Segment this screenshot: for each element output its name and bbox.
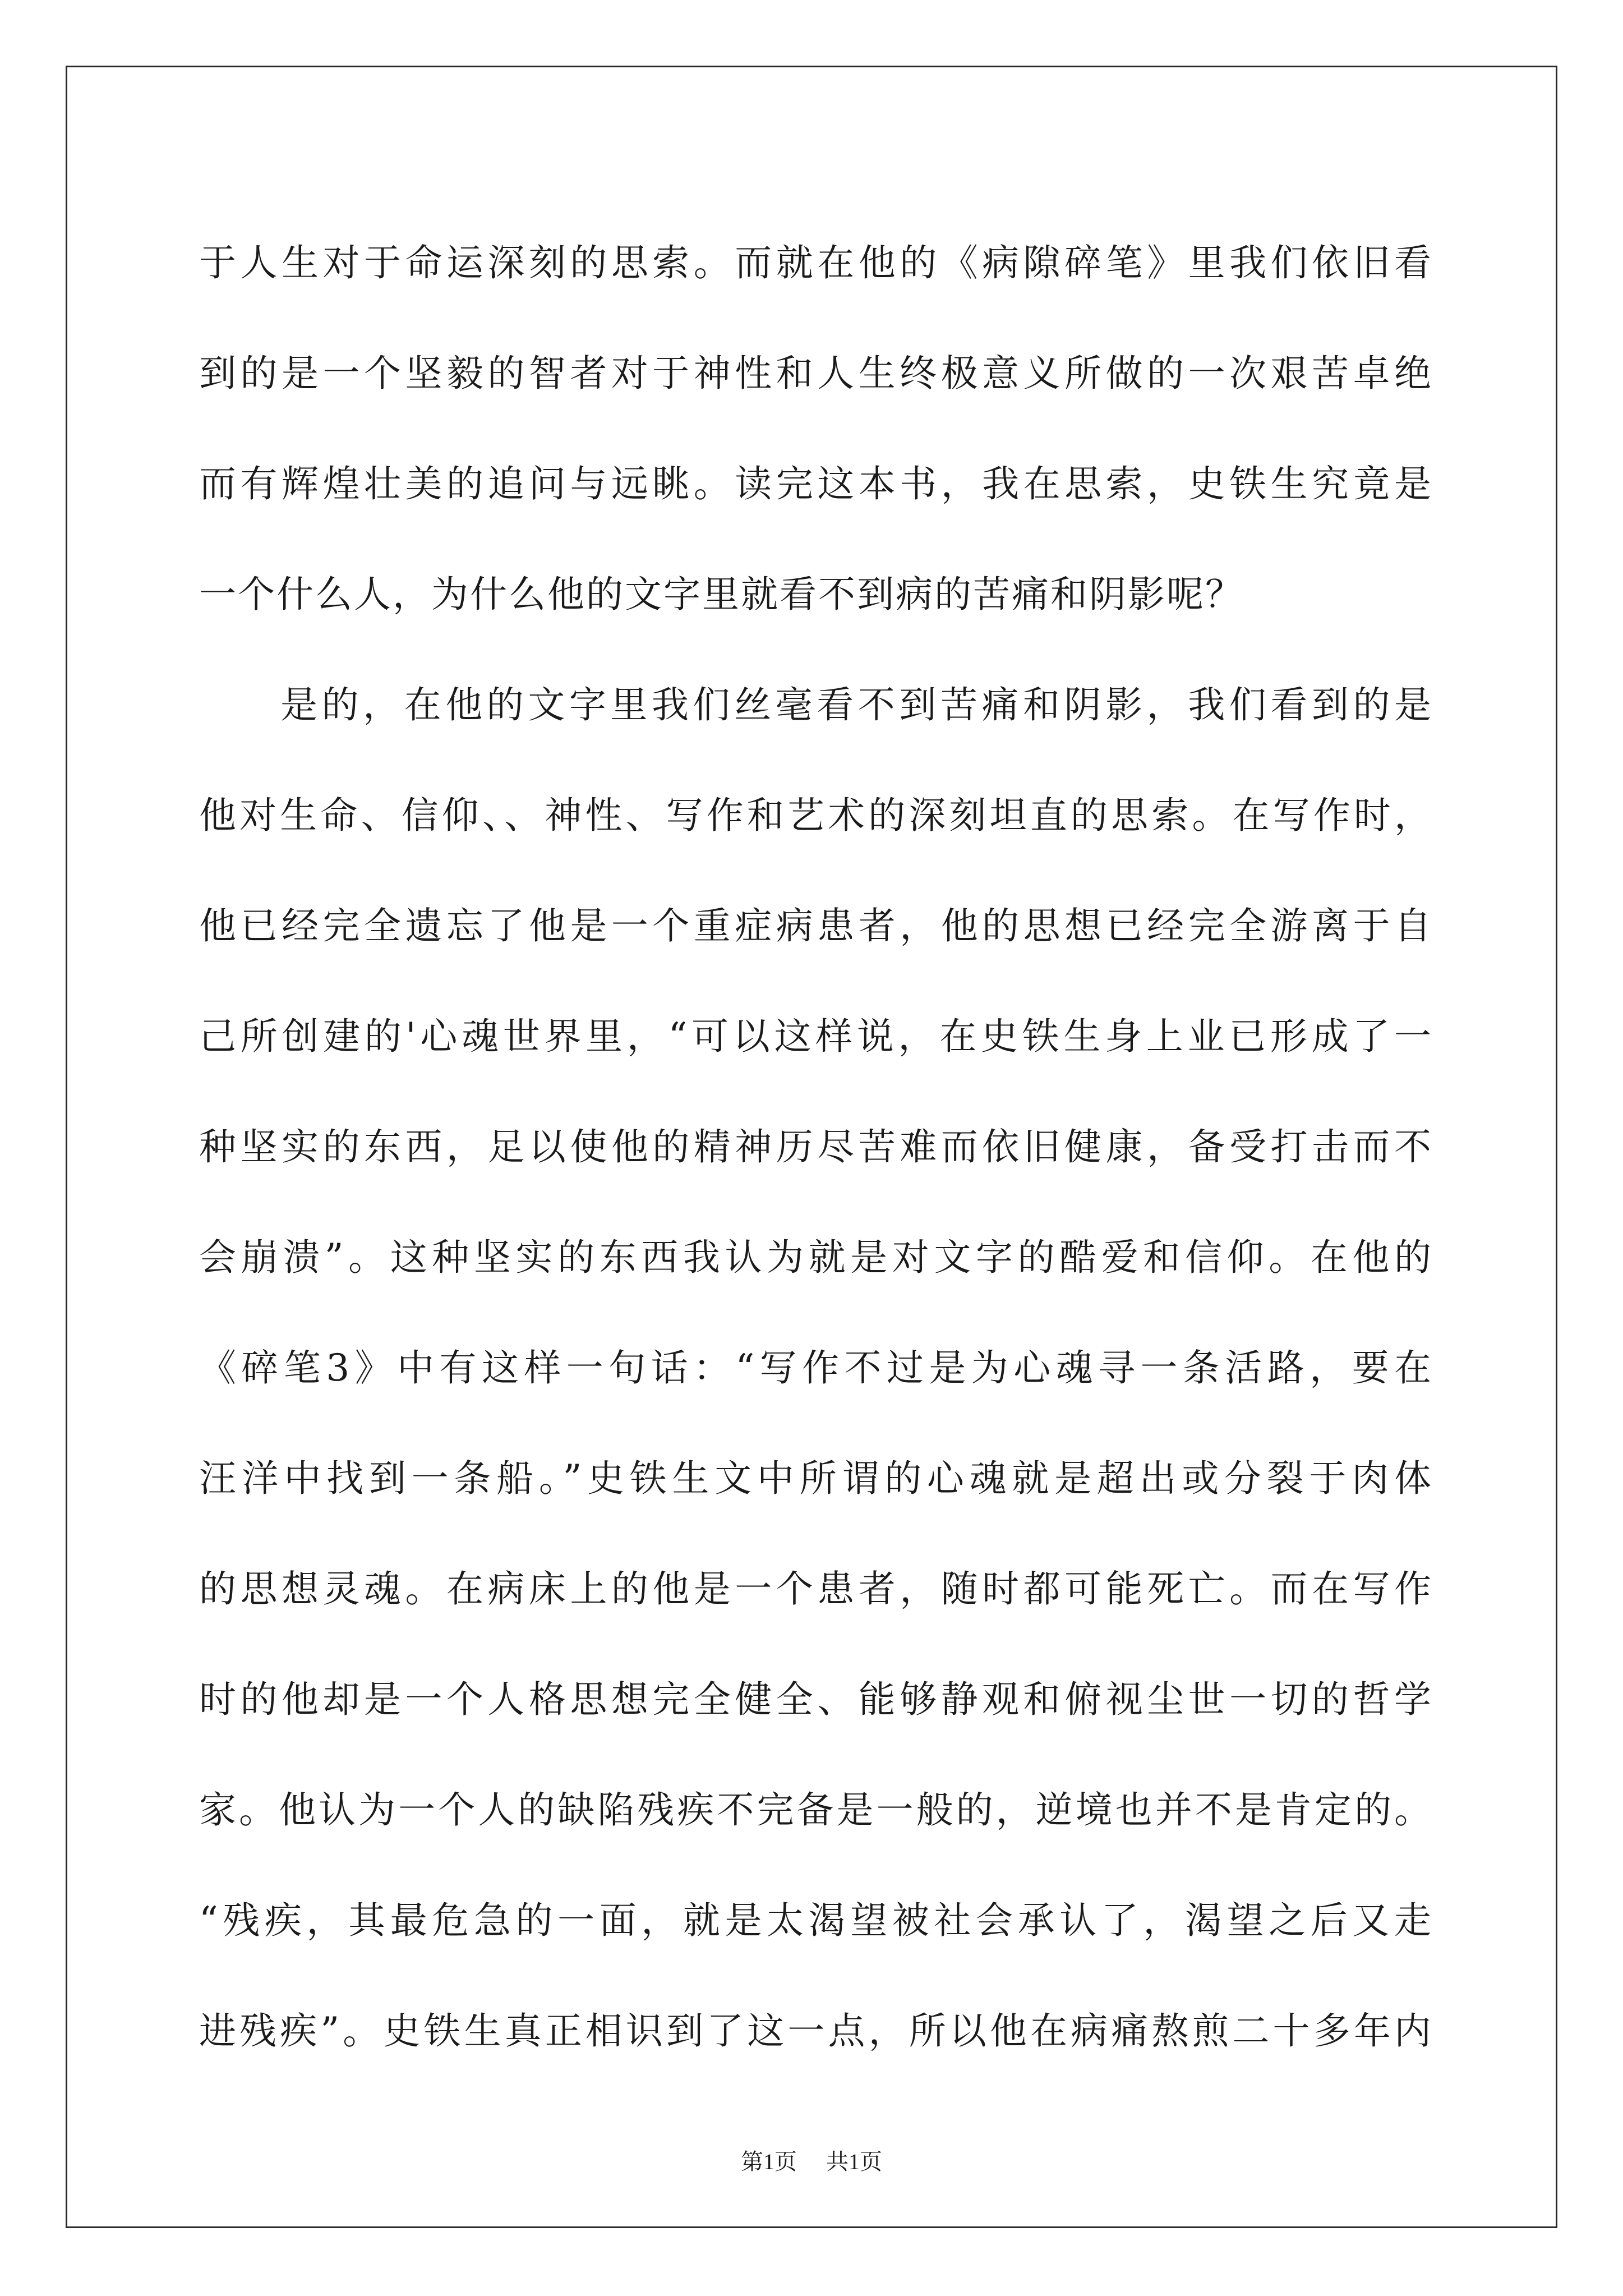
page-number: 第1页 — [741, 2149, 797, 2174]
text-line: 种坚实的东西，足以使他的精神历尽苦难而依旧健康，备受打击而不 — [199, 1125, 1433, 1168]
text-line: 他已经完全遗忘了他是一个重症病患者，他的思想已经完全游离于自 — [199, 904, 1433, 947]
text-line: 他对生命、信仰、、神性、写作和艺术的深刻坦直的思索。在写作时， — [199, 794, 1433, 837]
text-line: 汪洋中找到一条船。”史铁生文中所谓的心魂就是超出或分裂于肉体 — [199, 1457, 1433, 1500]
page-total: 共1页 — [826, 2149, 882, 2174]
text-line: 一个什么人，为什么他的文字里就看不到病的苦痛和阴影呢？ — [199, 573, 1244, 616]
page-footer — [0, 2144, 1623, 2176]
text-line: 的思想灵魂。在病床上的他是一个患者，随时都可能死亡。而在写作 — [199, 1567, 1433, 1611]
text-line: 进残疾”。史铁生真正相识到了这一点，所以他在病痛熬煎二十多年内 — [199, 2009, 1433, 2053]
text-line: “残疾，其最危急的一面，就是太渴望被社会承认了，渴望之后又走 — [199, 1899, 1433, 1942]
text-line: 于人生对于命运深刻的思索。而就在他的《病隙碎笔》里我们依旧看 — [199, 241, 1433, 284]
text-line: 时的他却是一个人格思想完全健全、能够静观和俯视尘世一切的哲学 — [199, 1678, 1433, 1721]
text-line: 《碎笔3》中有这样一句话：“写作不过是为心魂寻一条活路，要在 — [199, 1346, 1433, 1389]
text-line: 家。他认为一个人的缺陷残疾不完备是一般的，逆境也并不是肯定的。 — [199, 1788, 1433, 1832]
text-line: 到的是一个坚毅的智者对于神性和人生终极意义所做的一次艰苦卓绝 — [199, 352, 1433, 395]
document-body — [199, 208, 1433, 2086]
paragraph-first-line: 是的，在他的文字里我们丝毫看不到苦痛和阴影，我们看到的是 — [280, 683, 1433, 726]
text-line: 而有辉煌壮美的追问与远眺。读完这本书，我在思索，史铁生究竟是 — [199, 462, 1433, 505]
text-line: 己所创建的'心魂世界里，“可以这样说，在史铁生身上业已形成了一 — [199, 1015, 1433, 1058]
text-line: 会崩溃”。这种坚实的东西我认为就是对文字的酷爱和信仰。在他的 — [199, 1236, 1433, 1279]
